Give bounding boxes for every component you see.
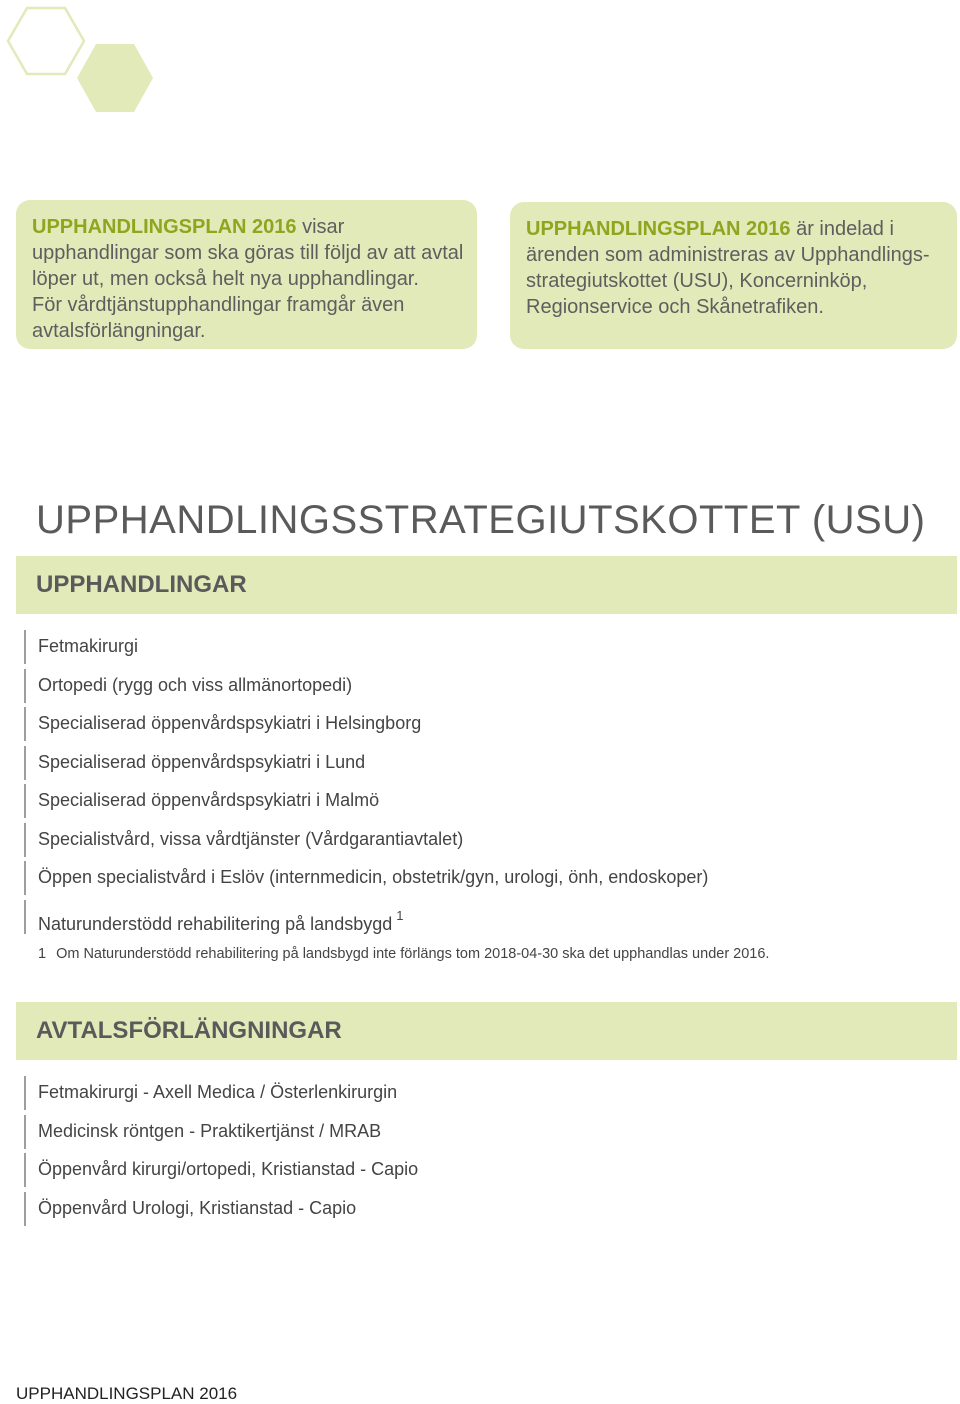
list-item: Specialiserad öppenvårdspsykiatri i Malmö (24, 784, 708, 818)
list-item: Specialiserad öppenvårdspsykiatri i Helsingborg (24, 707, 708, 741)
intro-left-lead: UPPHANDLINGSPLAN 2016 (32, 216, 297, 238)
list-item: Öppenvård kirurgi/ortopedi, Kristianstad - Capio (24, 1153, 418, 1187)
intro-box-right (510, 202, 957, 349)
section-title: UPPHANDLINGSSTRATEGIUTSKOTTET (USU) (36, 498, 926, 542)
page-footer: UPPHANDLINGSPLAN 2016 (16, 1384, 238, 1403)
list-item: Medicinsk röntgen - Praktikertjänst / MRAB (24, 1115, 418, 1149)
list-item: Fetmakirurgi - Axell Medica / Österlenkirurgin (24, 1076, 418, 1110)
list-item: Fetmakirurgi (24, 630, 708, 664)
footnote-marker: 1 (396, 907, 404, 923)
avtalsforlangningar-list (24, 1076, 418, 1230)
intro-right-line-1: UPPHANDLINGSPLAN 2016 är indelad i (526, 218, 894, 240)
intro-left-line-5: avtalsförlängningar. (32, 320, 206, 342)
footnote (38, 946, 769, 962)
intro-right-line-3: strategiutskottet (USU), Koncerninköp, (526, 270, 868, 292)
intro-box-left (16, 200, 477, 349)
list-item: Specialistvård, vissa vårdtjänster (Vårdgarantiavtalet) (24, 823, 708, 857)
intro-right-line-2: ärenden som administreras av Upphandlings- (526, 244, 930, 266)
intro-left-line-3: löper ut, men också helt nya upphandlingar. (32, 268, 419, 290)
intro-right-lead: UPPHANDLINGSPLAN 2016 (526, 218, 791, 240)
list-item: Ortopedi (rygg och viss allmänortopedi) (24, 669, 708, 703)
avtalsforlangningar-heading: AVTALSFÖRLÄNGNINGAR (16, 1002, 957, 1060)
intro-left-line-2: upphandlingar som ska göras till följd av att avtal (32, 242, 464, 264)
upphandlingar-heading: UPPHANDLINGAR (16, 556, 957, 614)
hexagon-outline (8, 8, 84, 74)
list-item: Öppen specialistvård i Eslöv (internmedicin, obstetrik/gyn, urologi, önh, endoskoper) (24, 861, 708, 895)
list-item: Öppenvård Urologi, Kristianstad - Capio (24, 1192, 418, 1226)
footnote-number: 1 (38, 946, 47, 962)
list-item: Specialiserad öppenvårdspsykiatri i Lund (24, 746, 708, 780)
hexagon-filled (77, 44, 153, 112)
intro-right-line-4: Regionservice och Skånetrafiken. (526, 296, 824, 318)
intro-left-line-4: För vårdtjänstupphandlingar framgår även (32, 294, 405, 316)
list-item: Naturunderstödd rehabilitering på landsbygd $^1$ (24, 900, 708, 934)
footnote-text: Om Naturunderstödd rehabilitering på landsbygd inte förlängs tom 2018-04-30 ska det upphandlas under 2016. (56, 946, 770, 962)
upphandlingar-list (24, 630, 708, 938)
intro-left-line-1: UPPHANDLINGSPLAN 2016 visar (32, 216, 345, 238)
hexagon-decoration (0, 0, 170, 130)
